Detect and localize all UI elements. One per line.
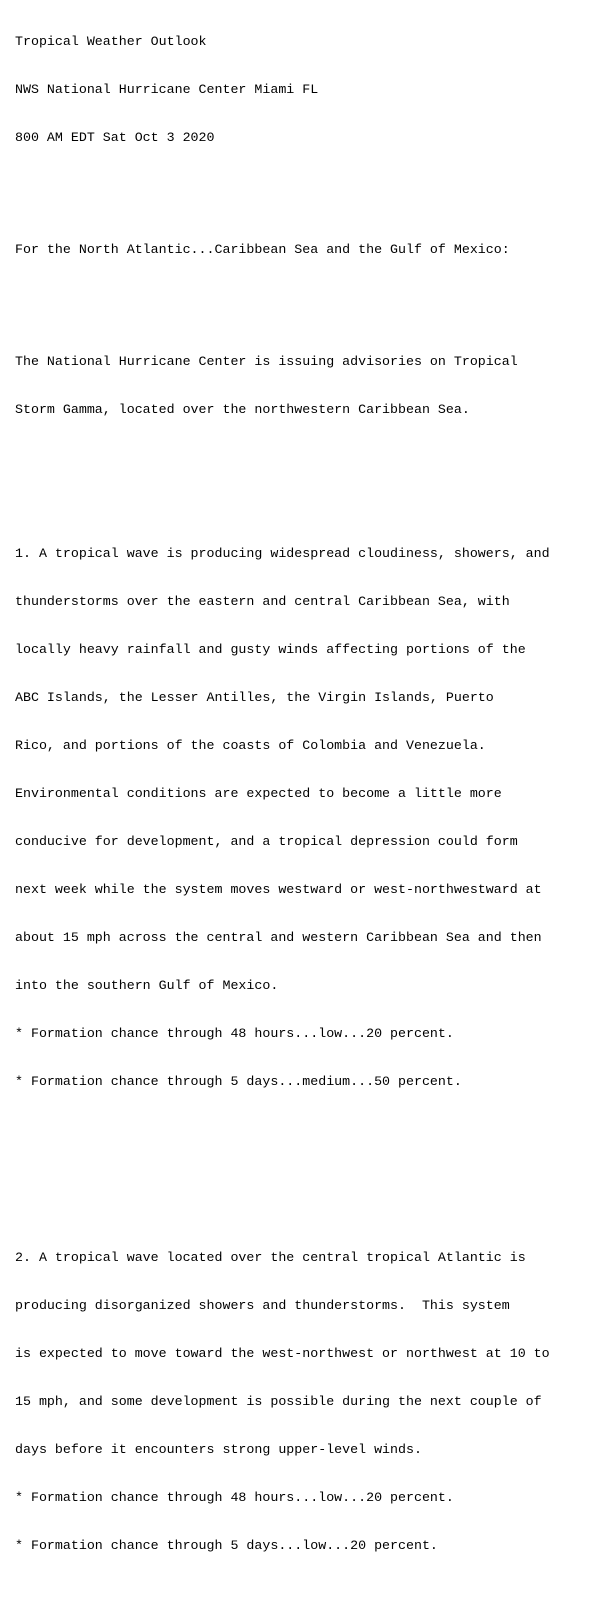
region-heading: For the North Atlantic...Caribbean Sea and the Gulf of Mexico: [15, 242, 510, 257]
system-1-line: ABC Islands, the Lesser Antilles, the Virgin Islands, Puerto [15, 690, 494, 705]
system-1-formation-48h: * Formation chance through 48 hours...low...20 percent. [15, 1026, 454, 1041]
system-2-line: 2. A tropical wave located over the central tropical Atlantic is [15, 1250, 526, 1265]
spacer [15, 178, 600, 194]
intro-line: Storm Gamma, located over the northwestern Caribbean Sea. [15, 402, 470, 417]
system-1-line: into the southern Gulf of Mexico. [15, 978, 279, 993]
system-1-line: thunderstorms over the eastern and central Caribbean Sea, with [15, 594, 510, 609]
system-1-line: 1. A tropical wave is producing widespread cloudiness, showers, and [15, 546, 550, 561]
outlook-document [15, 2, 600, 1602]
intro-line: The National Hurricane Center is issuing advisories on Tropical [15, 354, 518, 369]
system-2-formation-5d: * Formation chance through 5 days...low...20 percent. [15, 1538, 438, 1553]
issuing-office: NWS National Hurricane Center Miami FL [15, 82, 319, 97]
system-2-line: producing disorganized showers and thunderstorms. This system [15, 1298, 510, 1313]
system-1-line: next week while the system moves westward or west-northwestward at [15, 882, 542, 897]
system-1-line: Environmental conditions are expected to become a little more [15, 786, 502, 801]
spacer [15, 290, 600, 306]
system-1-line: Rico, and portions of the coasts of Colombia and Venezuela. [15, 738, 486, 753]
issue-time: 800 AM EDT Sat Oct 3 2020 [15, 130, 215, 145]
system-2-line: 15 mph, and some development is possible during the next couple of [15, 1394, 542, 1409]
system-1-line: locally heavy rainfall and gusty winds affecting portions of the [15, 642, 526, 657]
system-1 [15, 514, 600, 1122]
system-2 [15, 1218, 600, 1586]
system-1-formation-5d: * Formation chance through 5 days...medium...50 percent. [15, 1074, 462, 1089]
system-1-line: about 15 mph across the central and western Caribbean Sea and then [15, 930, 542, 945]
spacer [15, 450, 600, 466]
spacer [15, 1154, 600, 1170]
system-1-line: conducive for development, and a tropical depression could form [15, 834, 518, 849]
system-2-formation-48h: * Formation chance through 48 hours...low...20 percent. [15, 1490, 454, 1505]
system-2-line: days before it encounters strong upper-level winds. [15, 1442, 422, 1457]
document-title: Tropical Weather Outlook [15, 34, 207, 49]
system-2-line: is expected to move toward the west-northwest or northwest at 10 to [15, 1346, 550, 1361]
